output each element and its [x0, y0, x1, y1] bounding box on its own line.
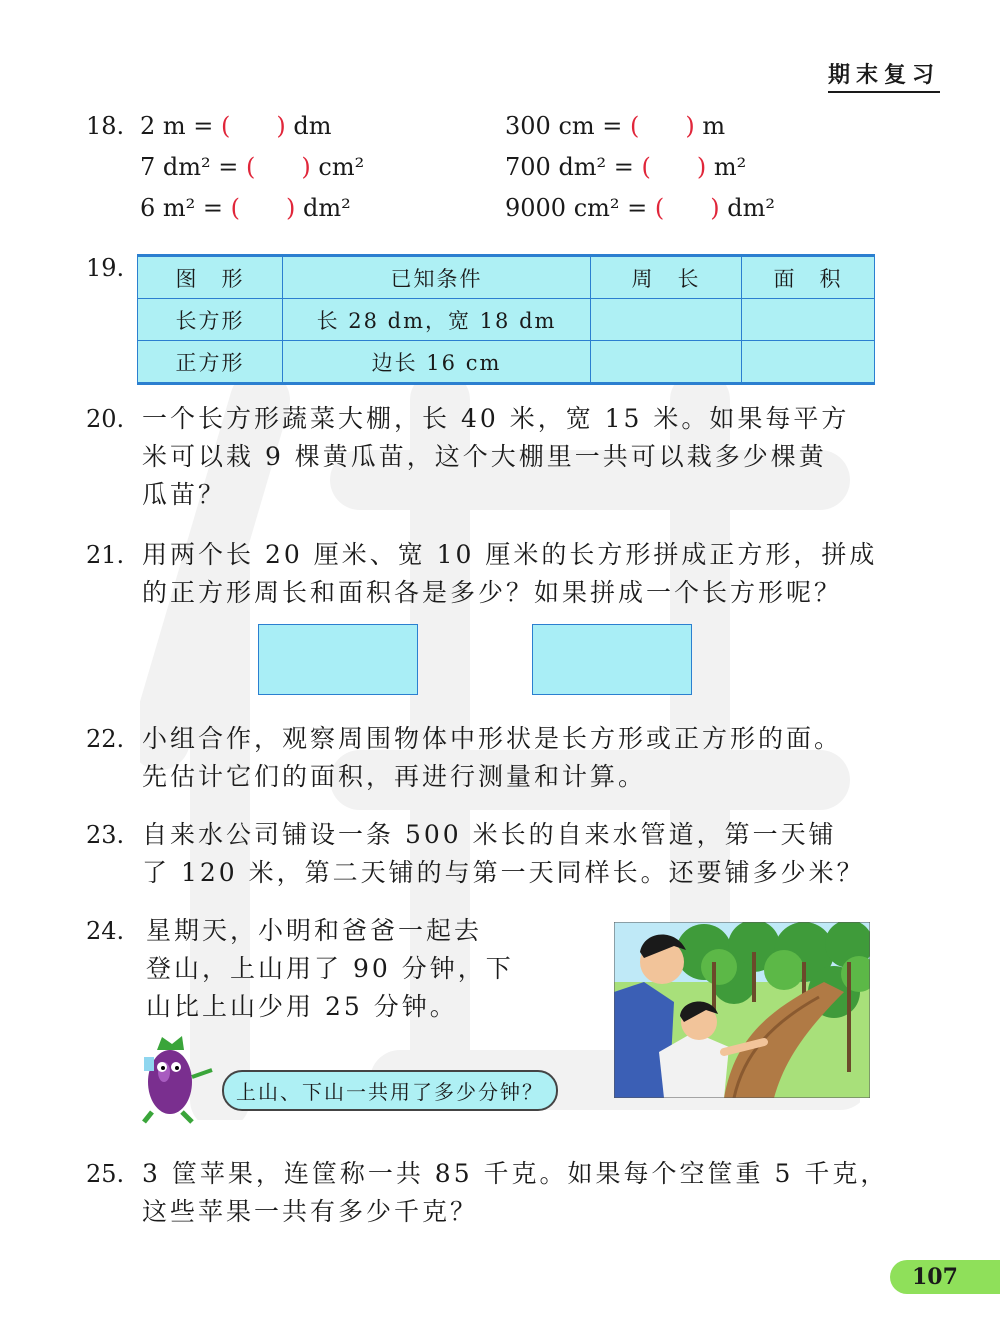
page-header: 期末复习 — [828, 58, 940, 93]
question-23-text: 自来水公司铺设一条 500 米长的自来水管道，第一天铺 了 120 米，第二天铺的与第一天同样长。还要铺多少米？ — [142, 820, 865, 887]
question-24-number: 24. — [86, 917, 125, 945]
rectangle-figure-2 — [532, 624, 692, 695]
question-22-text: 小组合作，观察周围物体中形状是长方形或正方形的面。 先估计它们的面积，再进行测量和计算。 — [142, 724, 843, 791]
rectangle-figure-1 — [258, 624, 418, 695]
table-cell: 正方形 — [138, 341, 283, 384]
question-18-number: 18. — [86, 112, 125, 140]
q18-item: 700 dm² = ( ) m² — [505, 153, 747, 181]
table-header-cell: 图 形 — [138, 256, 283, 299]
table-header-row — [138, 256, 875, 299]
table-cell-blank[interactable] — [742, 299, 875, 341]
question-19-number: 19. — [86, 254, 125, 282]
question-25-text: 3 筐苹果，连筐称一共 85 千克。如果每个空筐重 5 千克， 这些苹果一共有多少千克？ — [142, 1159, 889, 1226]
table-header-cell: 周 长 — [591, 256, 742, 299]
eggplant-mascot — [122, 1032, 222, 1127]
question-24-text: 星期天，小明和爸爸一起去 登山，上山用了 90 分钟，下 山比上山少用 25 分钟。 — [146, 916, 514, 1021]
question-22-number: 22. — [86, 725, 125, 753]
q18-item: 6 m² = ( ) dm² — [140, 194, 351, 222]
q18-item: 2 m = ( ) dm — [140, 112, 332, 140]
question-21-number: 21. — [86, 541, 125, 569]
table-row — [138, 299, 875, 341]
q18-item: 7 dm² = ( ) cm² — [140, 153, 365, 181]
question-25-number: 25. — [86, 1160, 125, 1188]
q18-item: 300 cm = ( ) m — [505, 112, 726, 140]
table-cell: 长方形 — [138, 299, 283, 341]
table-cell-blank[interactable] — [742, 341, 875, 384]
table-cell-blank[interactable] — [591, 299, 742, 341]
question-20-number: 20. — [86, 405, 125, 433]
table-cell-blank[interactable] — [591, 341, 742, 384]
q18-item: 9000 cm² = ( ) dm² — [505, 194, 776, 222]
speech-bubble: 上山、下山一共用了多少分钟？ — [222, 1070, 558, 1111]
table-header-cell: 面 积 — [742, 256, 875, 299]
question-21-text: 用两个长 20 厘米、宽 10 厘米的长方形拼成正方形，拼成 的正方形周长和面积各是多少？如果拼成一个长方形呢？ — [142, 540, 878, 607]
page-number: 107 — [890, 1260, 1000, 1294]
question-23-number: 23. — [86, 821, 125, 849]
hiking-illustration — [614, 922, 870, 1098]
table-cell: 长 28 dm，宽 18 dm — [283, 299, 591, 341]
table-cell: 边长 16 cm — [283, 341, 591, 384]
q19-table — [137, 254, 875, 385]
table-header-cell: 已知条件 — [283, 256, 591, 299]
table-row — [138, 341, 875, 384]
question-20-text: 一个长方形蔬菜大棚，长 40 米，宽 15 米。如果每平方 米可以栽 9 棵黄瓜苗，这个大棚里一共可以栽多少棵黄 瓜苗？ — [142, 404, 850, 509]
